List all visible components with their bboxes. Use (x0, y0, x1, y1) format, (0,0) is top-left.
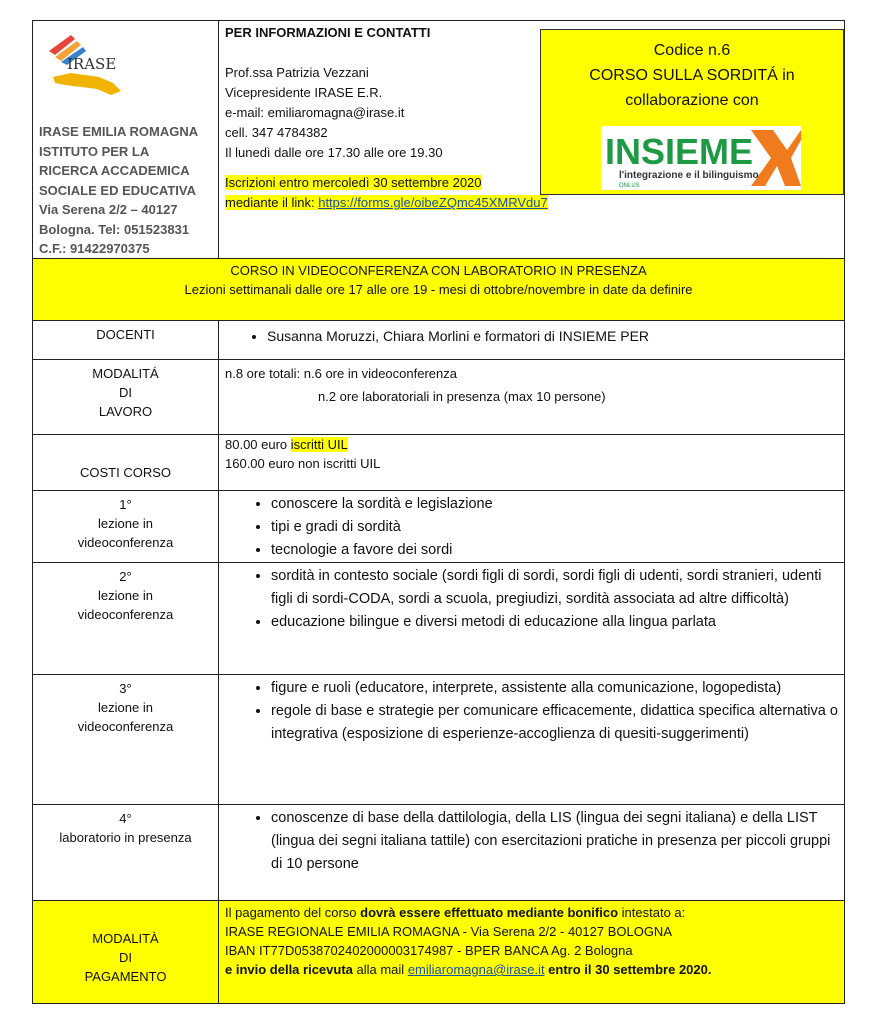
institute-fiscal-code: C.F.: 91422970375 (39, 241, 150, 256)
list-item: • tecnologie a favore dei sordi (271, 539, 844, 562)
payment-text: Il pagamento del corso (225, 905, 361, 920)
contact-name: Prof.ssa Patrizia Vezzani (225, 65, 369, 80)
lesson3-cell (219, 675, 845, 805)
payment-label: MODALITÀ (92, 930, 159, 946)
insieme-tagline: l'integrazione e il bilinguismo (619, 170, 759, 181)
subheader-title: CORSO IN VIDEOCONFERENZA CON LABORATORIO IN PRESENZA (230, 263, 647, 278)
docenti-text: • Susanna Moruzzi, Chiara Morlini e formatori di INSIEME PER (267, 325, 844, 348)
course-table (32, 20, 845, 1004)
contacts-cell (219, 21, 845, 259)
docenti-label: DOCENTI (96, 327, 155, 342)
enroll-deadline: Iscrizioni entro mercoledì 30 settembre 2020 (225, 175, 482, 190)
receipt-deadline: entro il 30 settembre 2020. (544, 962, 712, 977)
lesson2-number: 2° (119, 569, 132, 584)
modalita-label: MODALITÁ (92, 366, 159, 381)
list-item: • regole di base e strategie per comunicare efficacemente, didattica specifica alternativa o integrativa (esposizione di esperienze-accoglienza di quesiti-suggerimenti) (271, 700, 838, 746)
lesson3-label-cell (33, 675, 219, 805)
contact-hours: Il lunedì dalle ore 17.30 alle ore 19.30 (225, 145, 443, 160)
docenti-cell (219, 321, 845, 360)
payment-label: DI (119, 949, 132, 965)
institute-name: IRASE EMILIA ROMAGNA (39, 124, 199, 139)
institute-line: SOCIALE ED EDUCATIVA (39, 182, 196, 198)
docenti-label-cell (33, 321, 219, 360)
modalita-lab-hours: n.2 ore laboratoriali in presenza (max 10 persone) (318, 389, 606, 404)
subheader-schedule: Lezioni settimanali dalle ore 17 alle ore 19 - mesi di ottobre/novembre in date da definire (184, 282, 693, 297)
contact-email: e-mail: emiliaromagna@irase.it (225, 105, 405, 120)
lesson3-number: 3° (119, 681, 132, 696)
payment-label-cell (33, 901, 219, 1004)
contact-role: Vicepresidente IRASE E.R. (225, 85, 383, 100)
course-title: CORSO SULLA SORDITÁ in (589, 67, 795, 84)
lesson2-label: lezione in (98, 588, 153, 603)
receipt-text: alla mail (352, 962, 408, 977)
list-item: • figure e ruoli (educatore, interprete, assistente alla comunicazione, logopedista) (271, 677, 838, 700)
irase-logo (41, 29, 131, 101)
list-item: • educazione bilingue e diversi metodi di educazione alla lingua parlata (271, 611, 836, 634)
enroll-link[interactable]: https://forms.gle/oibeZQmc45XMRVdu7 (318, 195, 548, 210)
cost-member-label: iscritti UIL (290, 437, 348, 452)
receipt-text: e invio della ricevuta (225, 962, 353, 977)
modalita-label-cell (33, 360, 219, 435)
lesson4-cell (219, 805, 845, 901)
receipt-email-link[interactable]: emiliaromagna@irase.it (407, 962, 545, 977)
cost-member-amount: 80.00 euro (225, 437, 291, 452)
list-item: • tipi e gradi di sordità (271, 516, 844, 539)
lesson1-cell (219, 491, 845, 563)
lesson3-label: videoconferenza (77, 719, 174, 734)
modalita-label: LAVORO (98, 404, 153, 419)
list-item: • sordità in contesto sociale (sordi figli di sordi, sordi figli di udenti, sordi stranieri, udenti figli di sordi-CODA, sordi a scuola, pregiudizi, sordità associata ad altre difficoltà) (271, 565, 836, 611)
course-code-box (540, 29, 844, 195)
payment-label: PAGAMENTO (84, 968, 167, 984)
course-subheader (33, 259, 845, 321)
institute-line: ISTITUTO PER LA (39, 143, 150, 159)
lesson3-label: lezione in (98, 700, 153, 715)
payment-method: dovrà essere effettuato mediante bonifico (360, 905, 619, 920)
collab-text: collaborazione con (625, 92, 759, 109)
insieme-logo-text: INSIEME (605, 131, 754, 172)
lesson4-label-cell (33, 805, 219, 901)
institute-line: RICERCA ACCADEMICA (39, 163, 190, 178)
list-item: • conoscenze di base della dattilologia, della LIS (lingua dei segni italiana) e della LIST (lingua dei segni italiana tattile) con esercitazioni pratiche in presenza per piccoli gruppi di 10 persone (271, 807, 836, 876)
lesson1-label-cell (33, 491, 219, 563)
lesson1-label: videoconferenza (77, 535, 174, 550)
irase-logo-text: IRASE (67, 55, 117, 73)
contact-phone: cell. 347 4784382 (225, 125, 328, 140)
list-item: • conoscere la sordità e legislazione (271, 493, 844, 516)
course-flyer (32, 20, 845, 1004)
modalita-label: DI (119, 385, 132, 400)
course-code: Codice n.6 (653, 42, 731, 59)
lesson1-label: lezione in (98, 516, 153, 531)
institute-cell (33, 21, 219, 259)
link-prefix: mediante il link: (225, 195, 319, 210)
costi-cell (219, 435, 845, 491)
costi-label: COSTI CORSO (79, 465, 171, 480)
contacts-title: PER INFORMAZIONI E CONTATTI (225, 25, 431, 40)
lesson1-number: 1° (119, 497, 132, 512)
payment-iban: IBAN IT77D0538702402000003174987 - BPER BANCA Ag. 2 Bologna (225, 943, 633, 958)
lesson4-label: laboratorio in presenza (59, 830, 192, 845)
cost-nonmember: 160.00 euro non iscritti UIL (225, 456, 381, 471)
lesson4-number: 4° (119, 811, 132, 826)
modalita-cell (219, 360, 845, 435)
lesson2-label: videoconferenza (77, 607, 174, 622)
institute-phone: Bologna. Tel: 051523831 (39, 221, 190, 237)
insieme-onlus: ONLUS (619, 183, 640, 189)
payment-cell (219, 901, 845, 1004)
lesson2-cell (219, 563, 845, 675)
insieme-logo (601, 126, 801, 190)
payment-text: intestato a: (618, 905, 686, 920)
contacts-block (225, 23, 548, 213)
modalita-total-hours: n.8 ore totali: n.6 ore in videoconferenza (225, 366, 457, 381)
lesson2-label-cell (33, 563, 219, 675)
payment-beneficiary: IRASE REGIONALE EMILIA ROMAGNA - Via Serena 2/2 - 40127 BOLOGNA (225, 924, 672, 939)
institute-street: Via Serena 2/2 – 40127 (39, 202, 178, 217)
institute-address (39, 122, 198, 259)
costi-label-cell (33, 435, 219, 491)
